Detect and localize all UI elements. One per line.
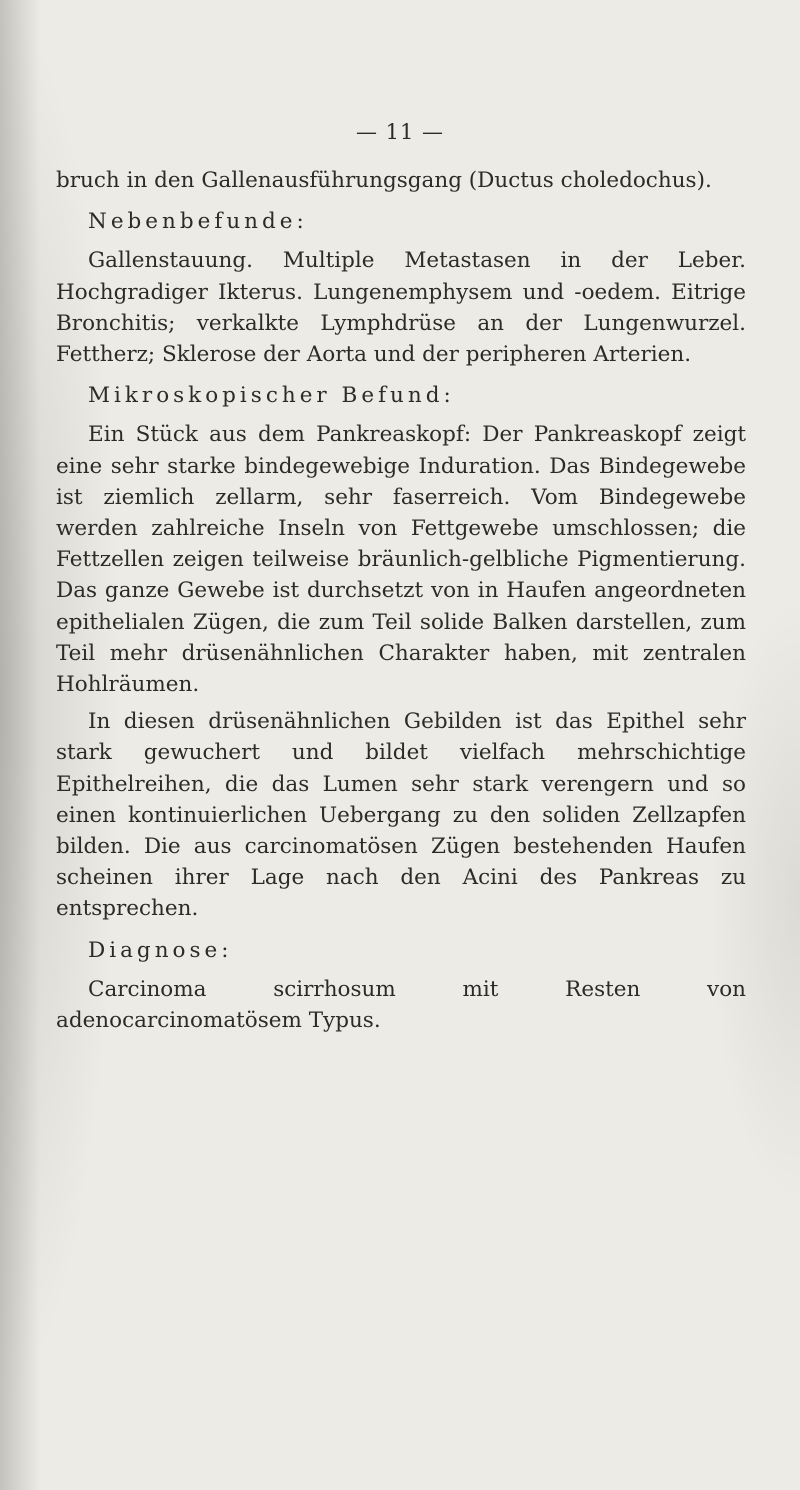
body-text: [56, 165, 746, 1036]
heading-nebenbefunde: Nebenbefunde:: [88, 209, 308, 235]
paragraph-mikroskopie-1: Ein Stück aus dem Pankreaskopf: Der Pankreaskopf zeigt eine sehr starke bindegewebige Induration. Das Bindegewebe ist ziemlich zellarm, sehr faserreich. Vom Bindegewebe werden zahlreiche Inseln von Fettgewebe umschlossen; die Fettzellen zeigen teilweise bräunlich-gelbliche Pigmentierung. Das ganze Gewebe ist durchsetzt von in Haufen angeordneten epithelialen Zügen, die zum Teil solide Balken darstellen, zum Teil mehr drüsenähnlichen Charakter haben, mit zentralen Hohlräumen.: [56, 422, 746, 698]
paragraph-diagnose: Carcinoma scirrhosum mit Resten von adenocarcinomatösem Typus.: [56, 976, 746, 1034]
page-number: — 11 —: [355, 120, 445, 144]
paragraph-continuation: bruch in den Gallenausführungsgang (Ductus choledochus).: [56, 168, 712, 193]
paragraph-mikroskopie-2: In diesen drüsenähnlichen Gebilden ist das Epithel sehr stark gewuchert und bildet vielfach mehrschichtige Epithelreihen, die das Lumen sehr stark verengern und so einen kontinuierlichen Uebergang zu den soliden Zellzapfen bilden. Die aus carcinomatösen Zügen bestehenden Haufen scheinen ihrer Lage nach den Acini des Pankreas zu entsprechen.: [56, 709, 746, 922]
paragraph-nebenbefunde: Gallenstauung. Multiple Metastasen in der Leber. Hochgradiger Ikterus. Lungenemphysem und -oedem. Eitrige Bronchitis; verkalkte Lymphdrüse an der Lungenwurzel. Fettherz; Sklerose der Aorta und der peripheren Arterien.: [56, 248, 746, 368]
page-edge-shadow: [0, 0, 40, 1490]
heading-diagnose: Diagnose:: [88, 937, 233, 963]
heading-mikroskopischer-befund: Mikroskopischer Befund:: [88, 383, 455, 409]
